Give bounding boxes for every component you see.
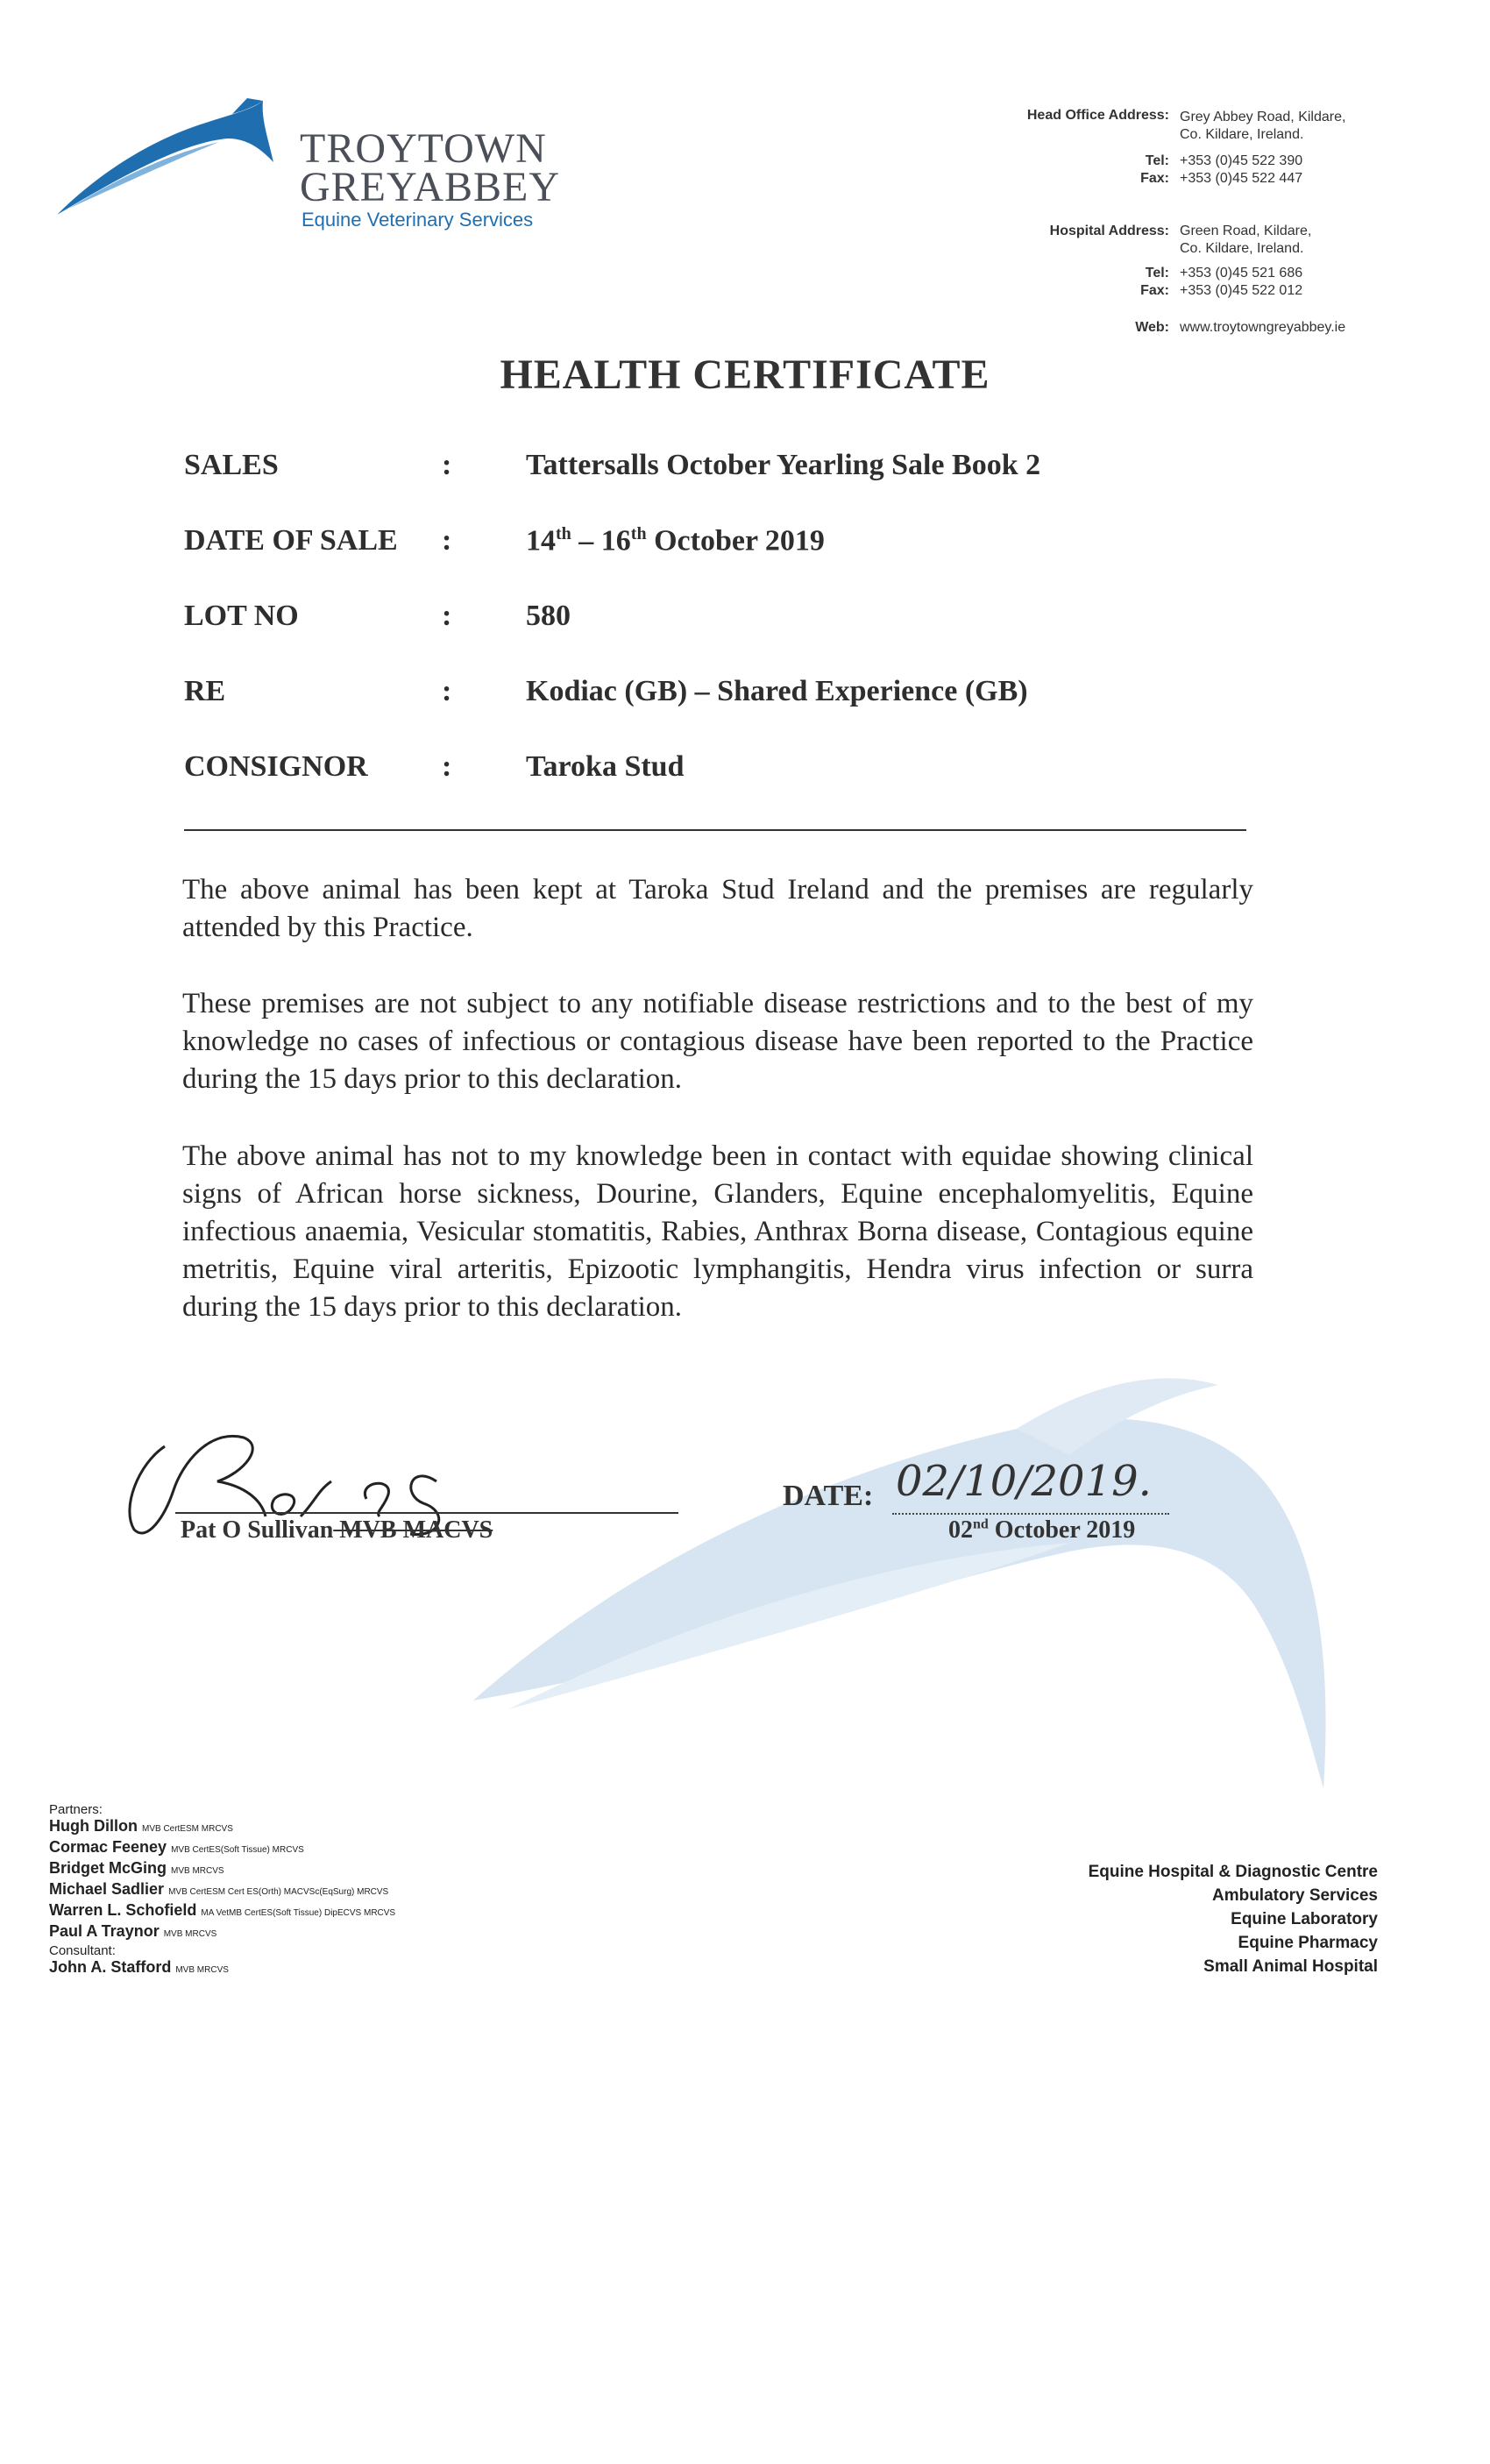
partner-item: Paul A Traynor MVB MRCVS — [49, 1922, 217, 1940]
partner-item: Hugh Dillon MVB CertESM MRCVS — [49, 1817, 233, 1835]
head-office-line2: Co. Kildare, Ireland. — [1180, 127, 1304, 142]
partners-label: Partners: — [49, 1802, 103, 1817]
paragraph-3: The above animal has not to my knowledge been in contact with equidae showing clinical signs of African horse sickness, Dourine, Glanders, Equine encephalomyelitis, Equine infectious anaemia, Vesicular stomatitis, Rabies, Anthrax Borna disease, Contagious equine metritis, Equine viral arteritis, Epizootic lymphangitis, Hendra virus infection or surra during the 15 days prior to this declaration. — [182, 1140, 1253, 1323]
signatory-name: Pat O Sullivan MVB MACVS — [181, 1516, 493, 1544]
date-of-sale-label: DATE OF SALE — [184, 524, 398, 557]
hospital-tel: +353 (0)45 521 686 — [1180, 266, 1303, 280]
consultant-item: John A. Stafford MVB MRCVS — [49, 1958, 229, 1976]
service-item: Equine Pharmacy — [1238, 1934, 1378, 1952]
hospital-fax-label: Fax: — [1140, 283, 1169, 298]
partner-item: Bridget McGing MVB MRCVS — [49, 1859, 224, 1877]
service-item: Small Animal Hospital — [1203, 1957, 1378, 1976]
hospital-label: Hospital Address: — [1049, 224, 1169, 238]
re-colon: : — [442, 675, 452, 707]
signature-line — [175, 1512, 678, 1514]
service-item: Equine Laboratory — [1231, 1910, 1378, 1928]
partner-item: Cormac Feeney MVB CertES(Soft Tissue) MRCVS — [49, 1838, 304, 1856]
consignor-value: Taroka Stud — [526, 750, 685, 783]
head-office-fax: +353 (0)45 522 447 — [1180, 171, 1303, 186]
watermark-logo-graphic — [456, 1332, 1437, 1893]
web-label: Web: — [1135, 320, 1169, 335]
head-office-tel-label: Tel: — [1145, 153, 1169, 168]
consultant-label: Consultant: — [49, 1943, 116, 1958]
handwritten-date: 02/10/2019. — [896, 1457, 1152, 1506]
logo-subtitle: Equine Veterinary Services — [302, 209, 534, 231]
hospital-fax: +353 (0)45 522 012 — [1180, 283, 1303, 298]
sales-value: Tattersalls October Yearling Sale Book 2 — [526, 449, 1041, 481]
paragraph-2: These premises are not subject to any notifiable disease restrictions and to the best of my knowledge no cases of infectious or contagious disease have been reported to the Practice during the 15 days prior to this declaration. — [182, 988, 1253, 1095]
logo-wordmark-line1: TROYTOWN — [300, 125, 547, 172]
head-office-label: Head Office Address: — [1026, 108, 1169, 123]
date-of-sale-colon: : — [442, 524, 452, 557]
date-of-sale-value: 14th – 16th October 2019 — [526, 524, 825, 557]
horse-logo-icon — [53, 96, 280, 219]
sales-colon: : — [442, 449, 452, 481]
hospital-line2: Co. Kildare, Ireland. — [1180, 241, 1304, 256]
consignor-label: CONSIGNOR — [184, 750, 368, 783]
lot-no-value: 580 — [526, 600, 571, 632]
services-list — [964, 1860, 1378, 1978]
lot-no-colon: : — [442, 600, 452, 632]
consignor-colon: : — [442, 750, 452, 783]
service-item: Ambulatory Services — [1211, 1886, 1378, 1905]
sales-label: SALES — [184, 449, 279, 481]
hospital-tel-label: Tel: — [1145, 266, 1169, 280]
head-office-fax-label: Fax: — [1140, 171, 1169, 186]
head-office-line1: Grey Abbey Road, Kildare, — [1180, 110, 1346, 124]
service-item: Equine Hospital & Diagnostic Centre — [1088, 1863, 1378, 1881]
re-label: RE — [184, 675, 226, 707]
web-address: www.troytowngreyabbey.ie — [1180, 320, 1346, 335]
partners-list — [49, 1802, 395, 1979]
lot-no-label: LOT NO — [184, 600, 299, 632]
date-line — [892, 1513, 1169, 1515]
typed-date: 02nd October 2019 — [948, 1516, 1136, 1544]
head-office-tel: +353 (0)45 522 390 — [1180, 153, 1303, 168]
paragraph-1: The above animal has been kept at Taroka Stud Ireland and the premises are regularly attended by this Practice. — [182, 874, 1253, 943]
hospital-line1: Green Road, Kildare, — [1180, 224, 1312, 238]
logo-wordmark-line2: GREYABBEY — [300, 164, 561, 210]
partner-item: Warren L. Schofield MA VetMB CertES(Soft Tissue) DipECVS MRCVS — [49, 1901, 396, 1919]
partner-item: Michael Sadlier MVB CertESM Cert ES(Orth) MACVSc(EqSurg) MRCVS — [49, 1880, 389, 1898]
re-value: Kodiac (GB) – Shared Experience (GB) — [526, 675, 1028, 707]
document-title: HEALTH CERTIFICATE — [500, 351, 990, 398]
divider-rule — [184, 829, 1246, 831]
signature-date-label: DATE: — [783, 1480, 874, 1512]
